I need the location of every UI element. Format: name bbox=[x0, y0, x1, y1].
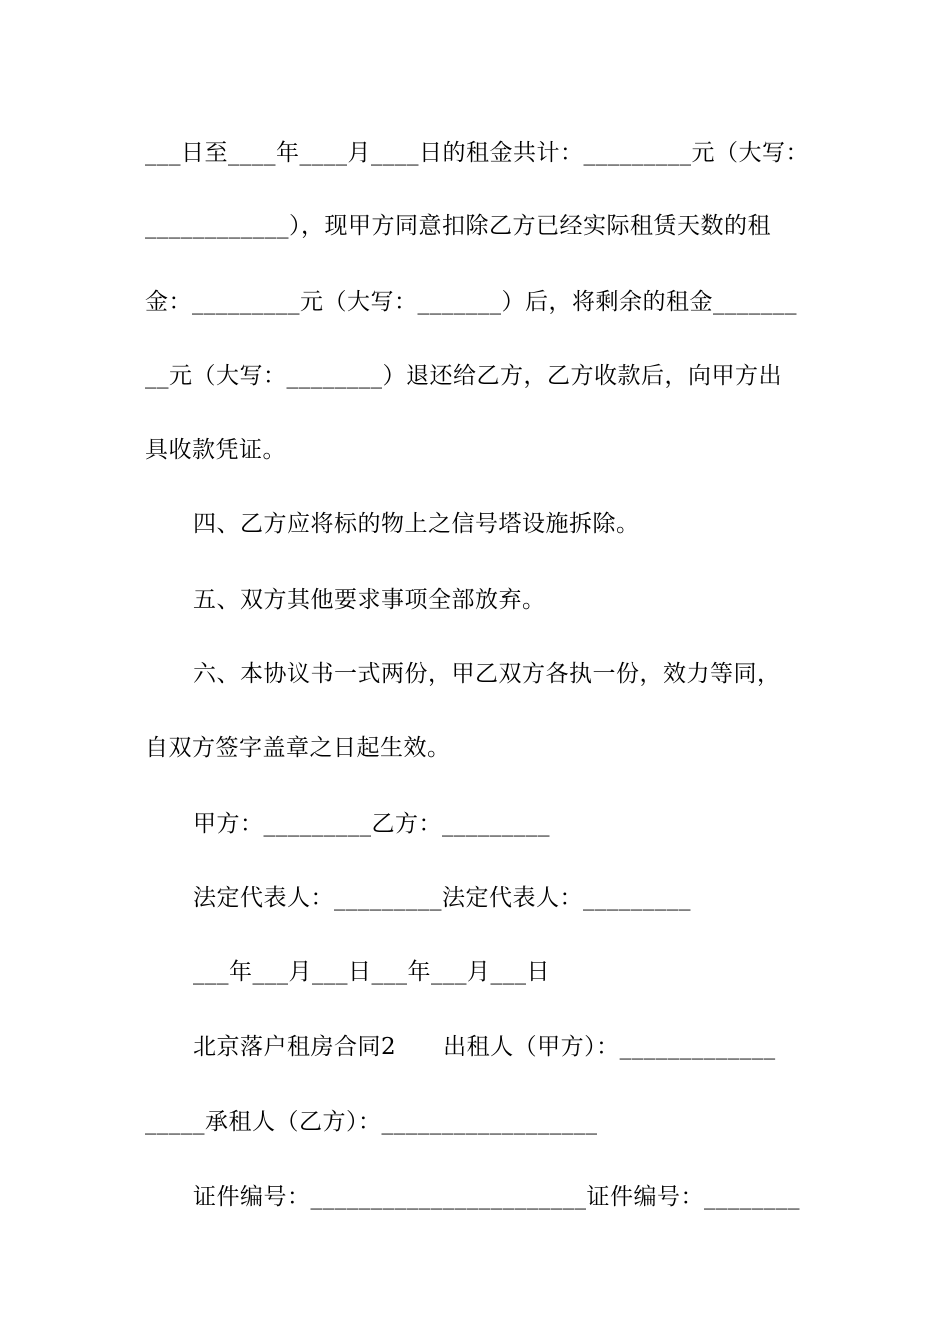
date-line: ___年___月___日___年___月___日 bbox=[193, 959, 550, 985]
party-signature-line: 甲方：_________乙方：_________ bbox=[193, 811, 550, 837]
paragraph-line: 具收款凭证。 bbox=[145, 437, 286, 463]
paragraph-line: ____________），现甲方同意扣除乙方已经实际租赁天数的租 bbox=[145, 213, 771, 239]
id-number-line: 证件编号：_______________________证件编号：________ bbox=[193, 1184, 800, 1210]
paragraph-line: 金：_________元（大写：_______）后，将剩余的租金_______ bbox=[145, 289, 797, 315]
paragraph-line: ___日至____年____月____日的租金共计：_________元（大写： bbox=[145, 140, 809, 166]
lessee-line: _____承租人（乙方）：__________________ bbox=[145, 1109, 598, 1135]
clause-four: 四、乙方应将标的物上之信号塔设施拆除。 bbox=[193, 511, 640, 537]
clause-five: 五、双方其他要求事项全部放弃。 bbox=[193, 587, 546, 613]
clause-six: 六、本协议书一式两份，甲乙双方各执一份，效力等同， bbox=[193, 661, 781, 687]
paragraph-line: __元（大写：________）退还给乙方，乙方收款后，向甲方出 bbox=[145, 363, 782, 389]
contract-title-line: 北京落户租房合同2 出租人（甲方）：_____________ bbox=[193, 1034, 776, 1060]
legal-representative-line: 法定代表人：_________法定代表人：_________ bbox=[193, 885, 691, 911]
paragraph-line: 自双方签字盖章之日起生效。 bbox=[145, 735, 451, 761]
